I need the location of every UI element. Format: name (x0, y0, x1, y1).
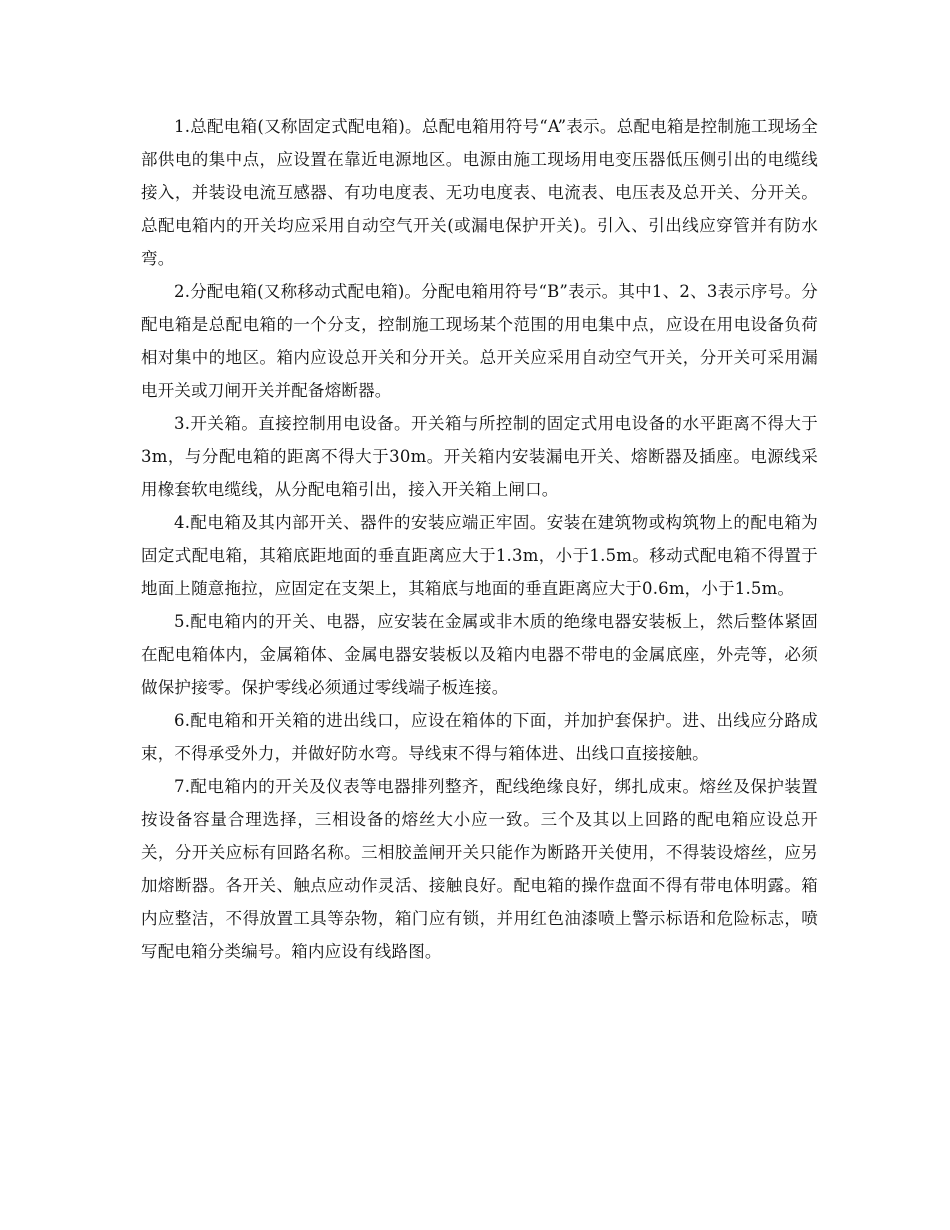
paragraph-sub-distribution-box: 2.分配电箱(又称移动式配电箱)。分配电箱用符号“B”表示。其中1、2、3表示序号。分配电箱是总配电箱的一个分支，控制施工现场某个范围的用电集中点，应设在用电设备负荷相对集中的地区。箱内应设总开关和分开关。总开关应采用自动空气开关，分开关可采用漏电开关或刀闸开关并配备熔断器。 (141, 282, 818, 400)
paragraph-switch-box: 3.开关箱。直接控制用电设备。开关箱与所控制的固定式用电设备的水平距离不得大于3m，与分配电箱的距离不得大于30m。开关箱内安装漏电开关、熔断器及插座。电源线采用橡套软电缆线，从分配电箱引出，接入开关箱上闸口。 (141, 414, 818, 499)
paragraph-total-distribution-box: 1.总配电箱(又称固定式配电箱)。总配电箱用符号“A”表示。总配电箱是控制施工现场全部供电的集中点，应设置在靠近电源地区。电源由施工现场用电变压器低压侧引出的电缆线接入，并装设电流互感器、有功电度表、无功电度表、电流表、电压表及总开关、分开关。总配电箱内的开关均应采用自动空气开关(或漏电保护开关)。引入、引出线应穿管并有防水弯。 (141, 117, 818, 268)
paragraph-box-arrangement: 7.配电箱内的开关及仪表等电器排列整齐，配线绝缘良好，绑扎成束。熔丝及保护装置按设备容量合理选择，三相设备的熔丝大小应一致。三个及其以上回路的配电箱应设总开关，分开关应标有回路名称。三相胶盖闸开关只能作为断路开关使用，不得装设熔丝，应另加熔断器。各开关、触点应动作灵活、接触良好。配电箱的操作盘面不得有带电体明露。箱内应整洁，不得放置工具等杂物，箱门应有锁，并用红色油漆喷上警示标语和危险标志，喷写配电箱分类编号。箱内应设有线路图。 (141, 777, 818, 961)
paragraph-box-installation: 4.配电箱及其内部开关、器件的安装应端正牢固。安装在建筑物或构筑物上的配电箱为固定式配电箱，其箱底距地面的垂直距离应大于1.3m，小于1.5m。移动式配电箱不得置于地面上随意拖拉，应固定在支架上，其箱底与地面的垂直距离应大于0.6m，小于1.5m。 (141, 513, 818, 598)
paragraph-box-electrical-mounting: 5.配电箱内的开关、电器，应安装在金属或非木质的绝缘电器安装板上，然后整体紧固在配电箱体内，金属箱体、金属电器安装板以及箱内电器不带电的金属底座，外壳等，必须做保护接零。保护零线必须通过零线端子板连接。 (141, 612, 818, 697)
paragraph-wire-inlet-outlet: 6.配电箱和开关箱的进出线口，应设在箱体的下面，并加护套保护。进、出线应分路成束，不得承受外力，并做好防水弯。导线束不得与箱体进、出线口直接接触。 (141, 711, 818, 763)
